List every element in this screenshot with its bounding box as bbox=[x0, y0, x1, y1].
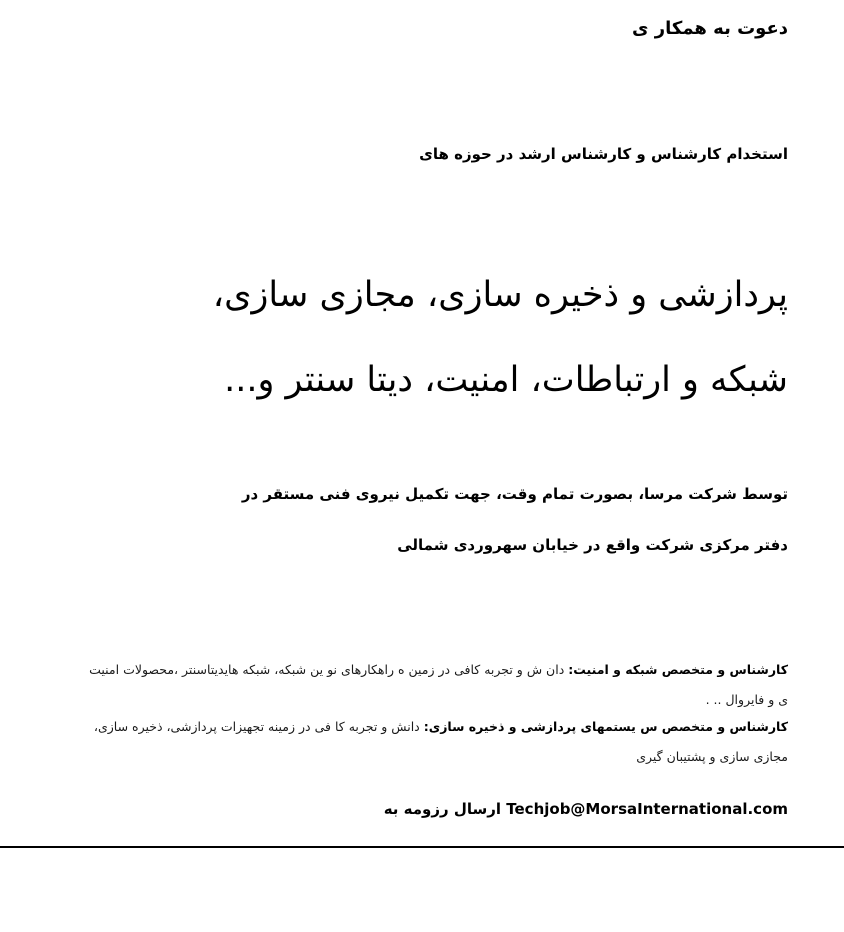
position-title: کارشناس و متخصص س یستمهای پردازشی و ذخیره سازی: bbox=[423, 719, 788, 734]
resume-footer bbox=[384, 800, 788, 818]
resume-send-label: ارسال رزومه به bbox=[383, 800, 502, 818]
announcement-heading: دعوت به همکار ی bbox=[631, 18, 788, 39]
fields-line-1: پردازشی و ذخیره سازی، مجازی سازی، bbox=[212, 275, 788, 315]
details-line-2: دفتر مرکزی شرکت واقع در خیابان سهروردی شمالی bbox=[397, 536, 788, 554]
bottom-rule bbox=[0, 846, 844, 848]
fields-line-2: شبکه و ارتباطات، امنیت، دیتا سنتر و... bbox=[224, 360, 788, 400]
details-line-1: توسط شرکت مرسا، بصورت تمام وقت، جهت تکمیل نیروی فنی مستقر در bbox=[241, 485, 788, 503]
position-description: دانش و تجربه کا فی در زمینه تجهیزات پردازشی، ذخیره سازی، مجازی سازی و پشتیبان گیری bbox=[93, 719, 788, 764]
resume-email-link[interactable]: Techjob@MorsaInternational.com bbox=[506, 800, 788, 818]
position-title: کارشناس و متخصص شبکه و امنیت: bbox=[568, 662, 788, 677]
intro-text: استخدام کارشناس و کارشناس ارشد در حوزه های bbox=[419, 145, 788, 163]
position-description: دان ش و تجربه کافی در زمین ه راهکارهای نو ین شبکه، شبکه هایدیتاسنتر ،محصولات امنیت ی و فایروال .. . bbox=[89, 662, 788, 707]
position-network-security bbox=[76, 655, 788, 715]
position-systems-storage bbox=[76, 712, 788, 772]
